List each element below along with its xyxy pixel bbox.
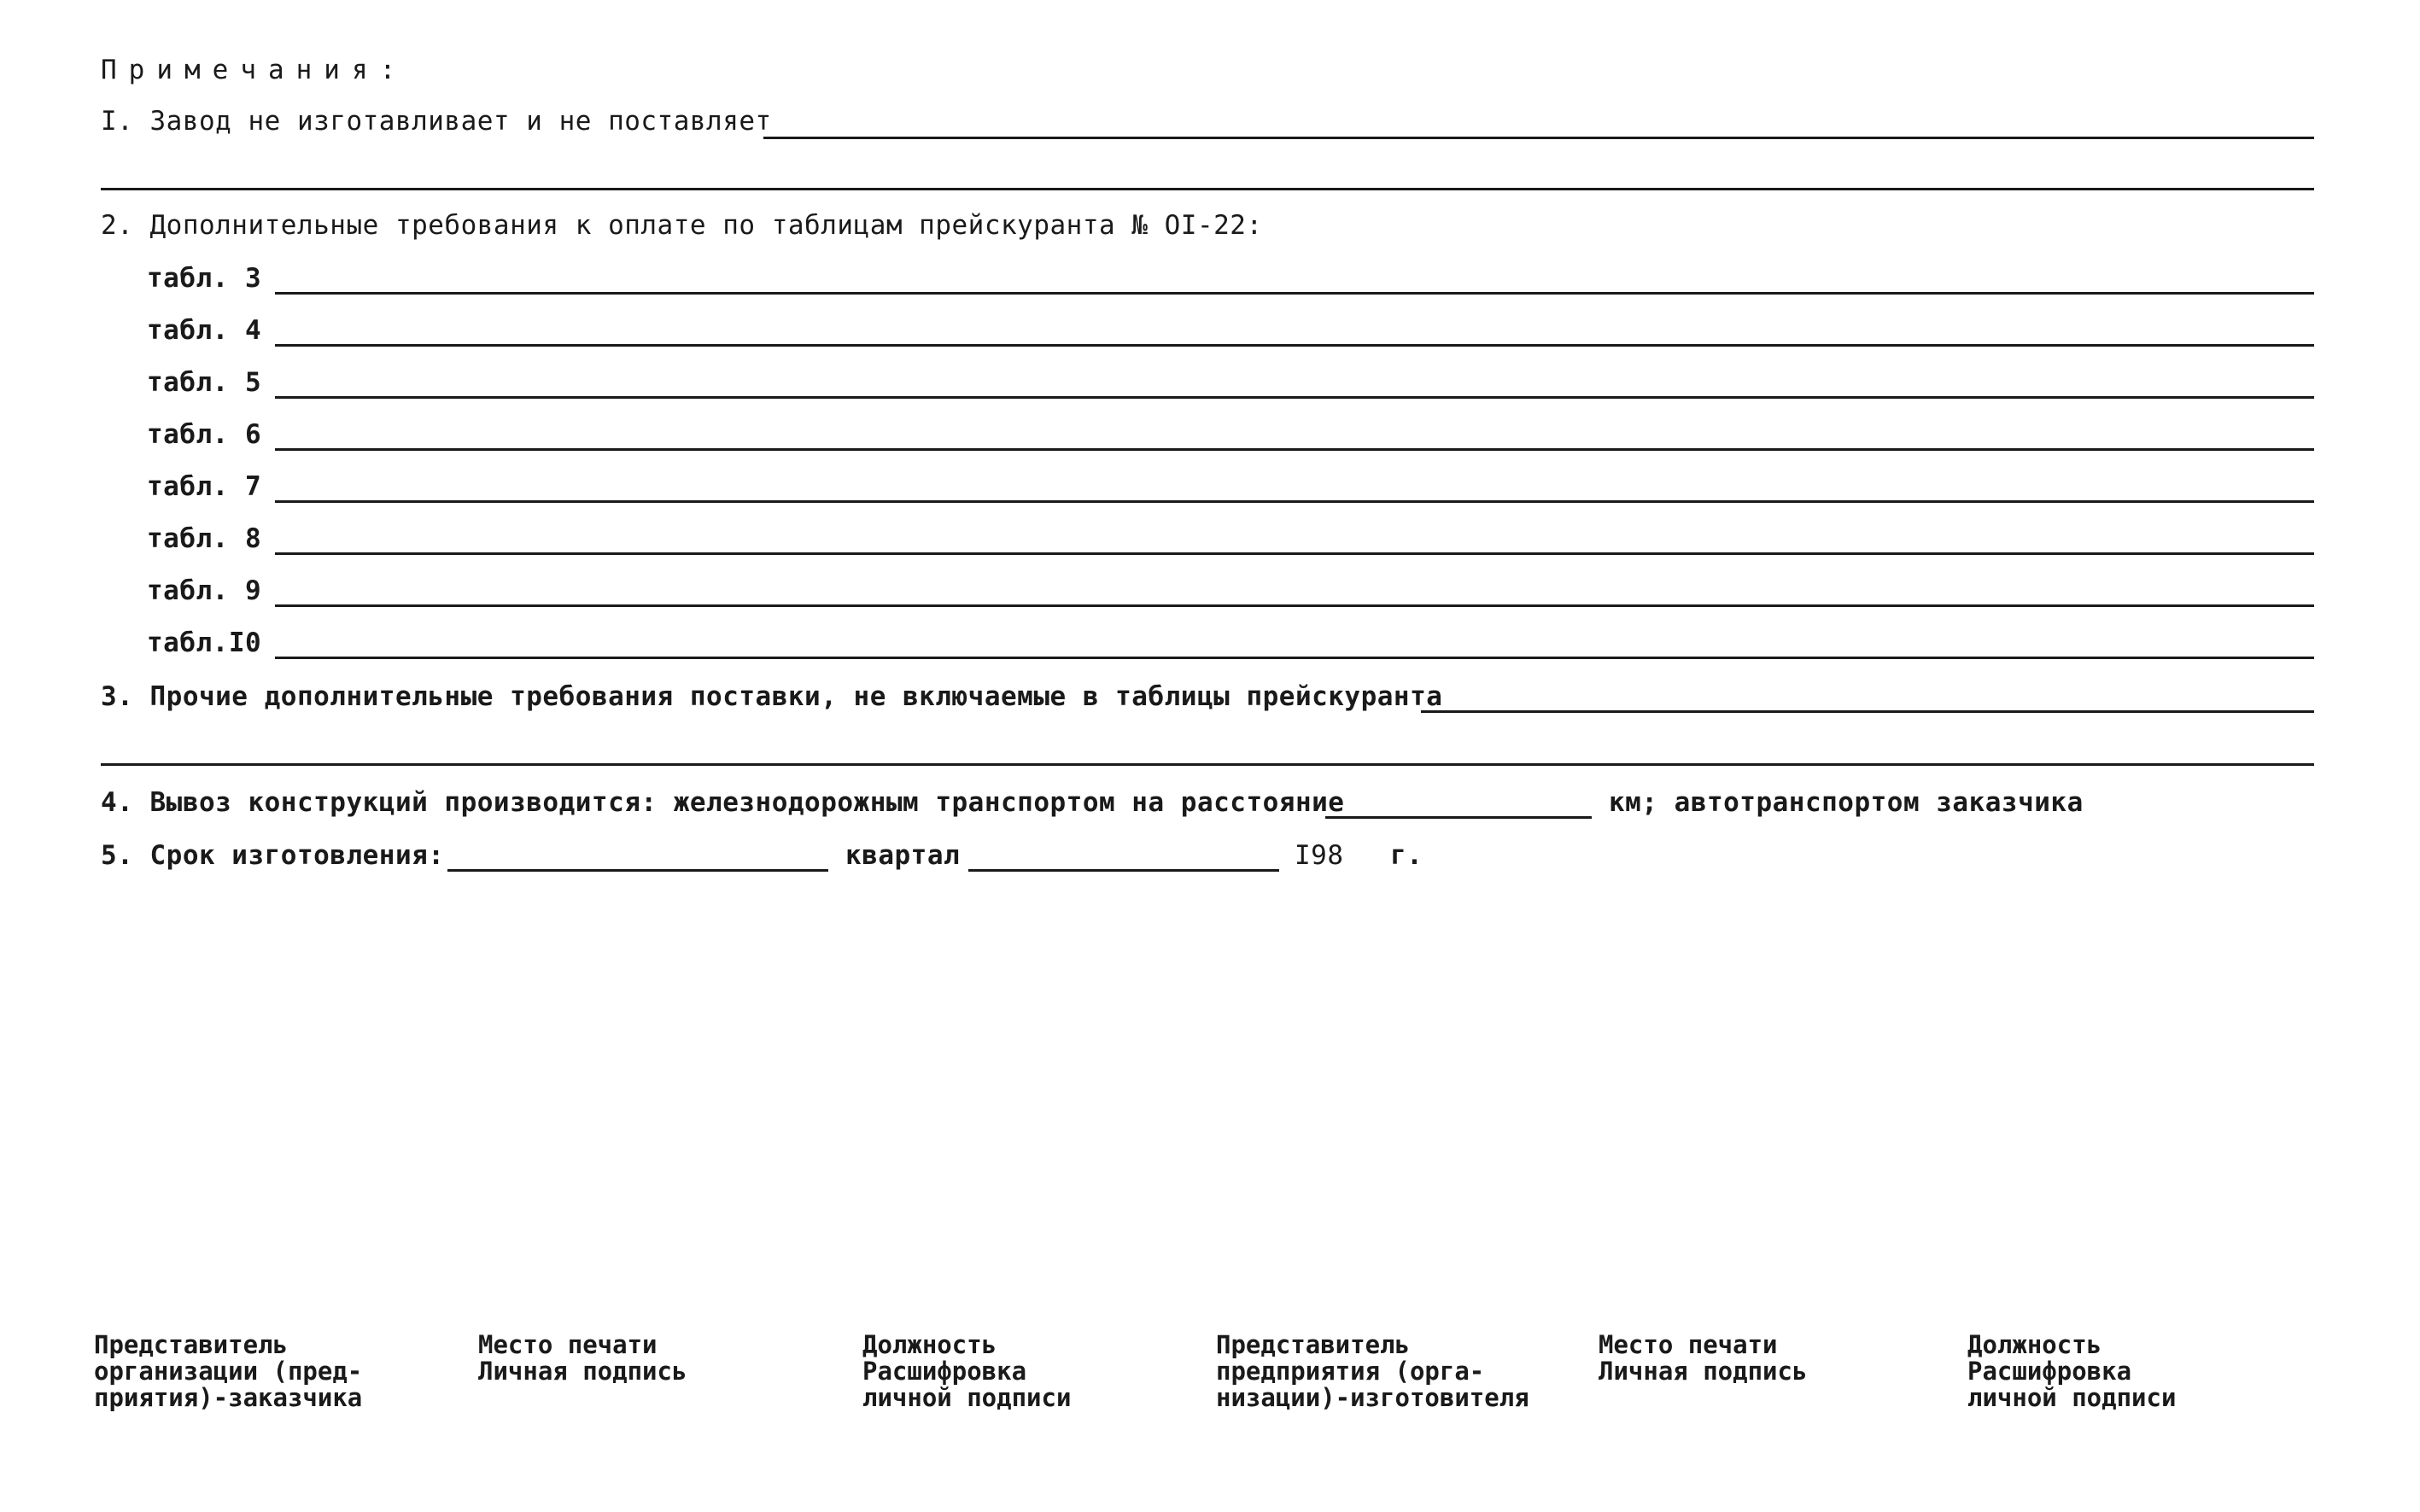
customer-position-caption: Должность Расшифровка личной подписи: [862, 1330, 1072, 1412]
manufacturer-representative-caption: Представитель предприятия (орга- низации)-изготовителя: [1216, 1330, 1529, 1412]
production-term-field[interactable]: [447, 840, 828, 871]
customer-stamp-signature-caption: Место печати Личная подпись: [478, 1330, 687, 1386]
item1-field-2[interactable]: [101, 157, 2314, 188]
table-5-label: табл. 5: [147, 367, 262, 398]
quarter-field[interactable]: [968, 840, 1279, 871]
table-7-label: табл. 7: [147, 471, 262, 502]
item4-unit-text: км; автотранспортом заказчика: [1609, 787, 2084, 818]
table-5-field[interactable]: [275, 367, 2314, 398]
item1-label: I. Завод не изготавливает и не поставляет: [101, 106, 772, 137]
customer-representative-caption: Представитель организации (пред- приятия)-заказчика: [94, 1330, 363, 1412]
table-10-label: табл.I0: [147, 628, 262, 658]
table-4-field[interactable]: [275, 315, 2314, 346]
item2-label: 2. Дополнительные требования к оплате по таблицам прейскуранта № OI-22:: [101, 210, 1263, 241]
table-10-field[interactable]: [275, 628, 2314, 658]
item3-label: 3. Прочие дополнительные требования поставки, не включаемые в таблицы прейскуранта: [101, 681, 1443, 712]
year-suffix: г.: [1390, 840, 1423, 871]
table-9-field[interactable]: [275, 575, 2314, 606]
notes-heading: Примечания:: [101, 55, 408, 85]
manufacturer-stamp-signature-caption: Место печати Личная подпись: [1599, 1330, 1808, 1386]
item3-field-1[interactable]: [1421, 681, 2314, 712]
table-9-label: табл. 9: [147, 575, 262, 606]
item1-field-1[interactable]: [763, 106, 2314, 137]
item5-label: 5. Срок изготовления:: [101, 840, 445, 871]
item3-field-2[interactable]: [101, 734, 2314, 765]
table-4-label: табл. 4: [147, 315, 262, 346]
distance-km-field[interactable]: [1325, 787, 1592, 818]
table-6-field[interactable]: [275, 419, 2314, 450]
table-8-field[interactable]: [275, 523, 2314, 554]
table-6-label: табл. 6: [147, 419, 262, 450]
quarter-label: квартал: [845, 840, 961, 871]
manufacturer-position-caption: Должность Расшифровка личной подписи: [1967, 1330, 2177, 1412]
item4-label: 4. Вывоз конструкций производится: железнодорожным транспортом на расстояние: [101, 787, 1345, 818]
table-3-field[interactable]: [275, 263, 2314, 294]
year-prefix: I98: [1295, 840, 1344, 871]
table-7-field[interactable]: [275, 471, 2314, 502]
table-8-label: табл. 8: [147, 523, 262, 554]
table-3-label: табл. 3: [147, 263, 262, 294]
